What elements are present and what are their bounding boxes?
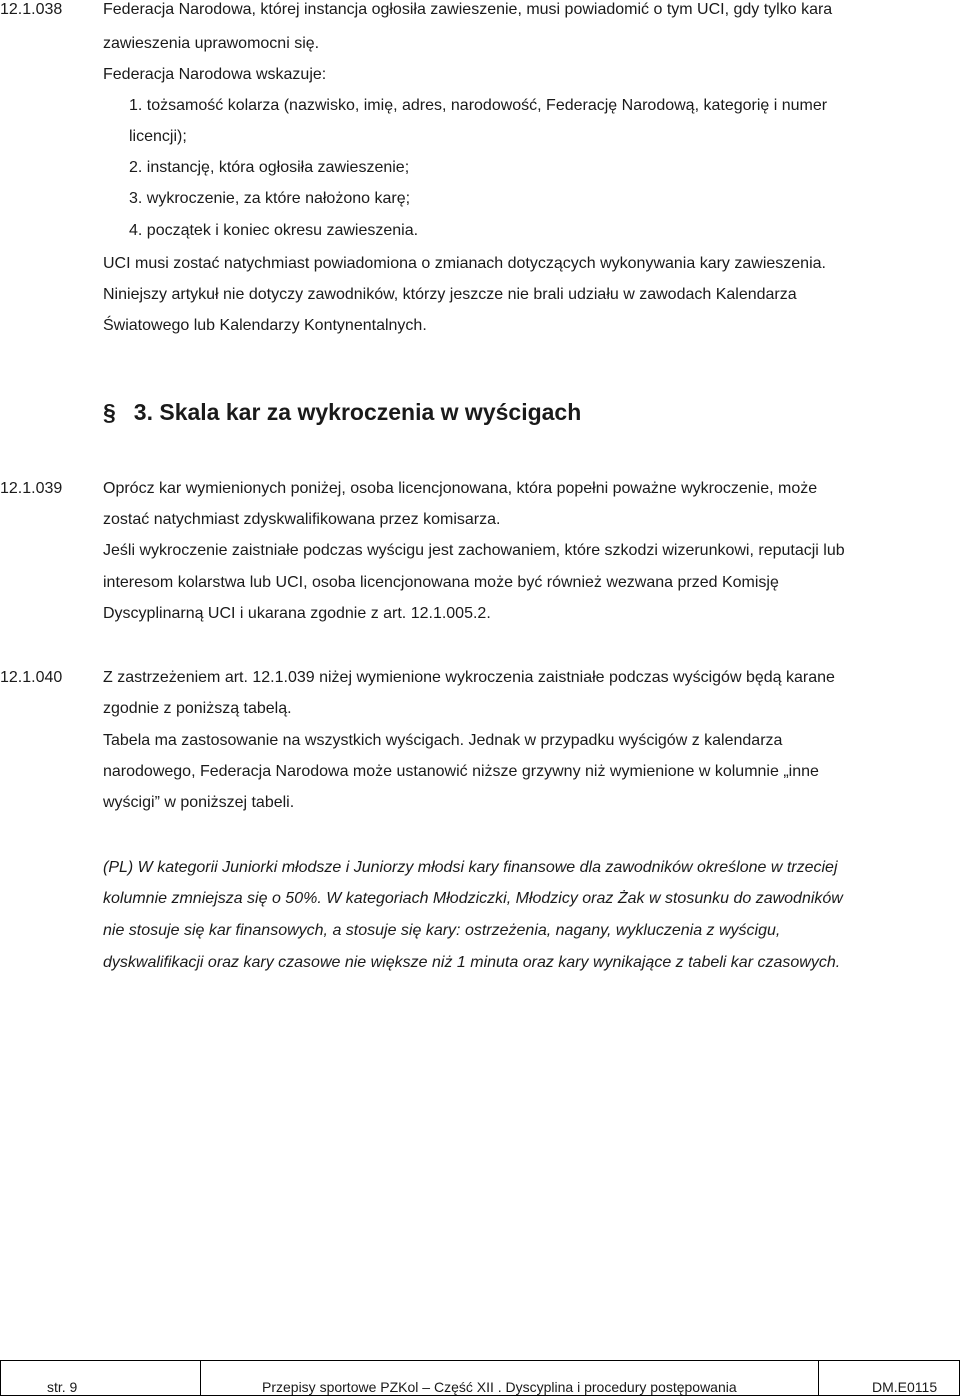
- article-number-038: 12.1.038: [0, 1, 63, 18]
- article-038-after-2: Niniejszy artykuł nie dotyczy zawodników, którzy jeszcze nie brali udziału w zawodach Kalendarza: [103, 286, 797, 303]
- article-038-list-item-1: 1. tożsamość kolarza (nazwisko, imię, adres, narodowość, Federację Narodową, kategorię i numer: [129, 97, 828, 114]
- footer-separator-1: [200, 1360, 201, 1396]
- article-039-line-5: Dyscyplinarną UCI i ukarana zgodnie z art. 12.1.005.2.: [103, 605, 491, 622]
- article-040-note-4: dyskwalifikacji oraz kary czasowe nie większe niż 1 minuta oraz kary wynikające z tabeli kar czasowych.: [103, 954, 841, 971]
- section-symbol: §: [103, 399, 116, 425]
- footer-separator-2: [818, 1360, 819, 1396]
- article-038-line-3: Federacja Narodowa wskazuje:: [103, 66, 327, 83]
- article-040-line-5: wyścigi” w poniższej tabeli.: [103, 794, 295, 811]
- footer-document-title: Przepisy sportowe PZKol – Część XII . Dyscyplina i procedury postępowania: [262, 1379, 737, 1395]
- footer-top-rule: [0, 1360, 960, 1361]
- article-038-line-2: zawieszenia uprawomocni się.: [103, 35, 320, 52]
- section-title: 3. Skala kar za wykroczenia w wyścigach: [133, 399, 582, 425]
- article-038-list-item-1-cont: licencji);: [129, 128, 187, 145]
- article-number-040: 12.1.040: [0, 669, 63, 686]
- article-039-line-3: Jeśli wykroczenie zaistniałe podczas wyścigu jest zachowaniem, które szkodzi wizerunkowi, reputacji lub: [103, 542, 845, 559]
- article-038-list-item-2: 2. instancję, która ogłosiła zawieszenie;: [129, 159, 410, 176]
- article-040-note-2: kolumnie zmniejsza się o 50%. W kategoriach Młodziczki, Młodzicy oraz Żak w stosunku do zawodników: [103, 890, 843, 907]
- article-038-after-3: Światowego lub Kalendarzy Kontynentalnych.: [103, 317, 427, 334]
- article-039-line-4: interesom kolarstwa lub UCI, osoba licencjonowana może być również wezwana przed Komisję: [103, 574, 779, 591]
- footer-document-code: DM.E0115: [872, 1379, 938, 1395]
- article-040-note-1: (PL) W kategorii Juniorki młodsze i Juniorzy młodsi kary finansowe dla zawodników określone w trzeciej: [103, 859, 838, 876]
- article-040-line-4: narodowego, Federacja Narodowa może ustanowić niższe grzywny niż wymienione w kolumnie „inne: [103, 763, 819, 780]
- footer-separator-left: [0, 1360, 1, 1396]
- section-heading: [103, 398, 581, 426]
- article-039-line-2: zostać natychmiast zdyskwalifikowana przez komisarza.: [103, 511, 501, 528]
- article-040-line-3: Tabela ma zastosowanie na wszystkich wyścigach. Jednak w przypadku wyścigów z kalendarza: [103, 732, 783, 749]
- article-040-line-1: Z zastrzeżeniem art. 12.1.039 niżej wymienione wykroczenia zaistniałe podczas wyścigów będą karane: [103, 669, 835, 686]
- article-040-note-3: nie stosuje się kar finansowych, a stosuje się kary: ostrzeżenia, nagany, wykluczenia z wyścigu,: [103, 922, 781, 939]
- article-038-list-item-3: 3. wykroczenie, za które nałożono karę;: [129, 190, 411, 207]
- article-040-line-2: zgodnie z poniższą tabelą.: [103, 700, 292, 717]
- article-number-039: 12.1.039: [0, 480, 63, 497]
- article-038-after-1: UCI musi zostać natychmiast powiadomiona o zmianach dotyczących wykonywania kary zawieszenia.: [103, 255, 826, 272]
- article-039-line-1: Oprócz kar wymienionych poniżej, osoba licencjonowana, która popełni poważne wykroczenie, może: [103, 480, 818, 497]
- footer-page-number: str. 9: [47, 1379, 78, 1395]
- article-038-list-item-4: 4. początek i koniec okresu zawieszenia.: [129, 222, 419, 239]
- article-038-line-1: Federacja Narodowa, której instancja ogłosiła zawieszenie, musi powiadomić o tym UCI, gdy tylko kara: [103, 1, 833, 18]
